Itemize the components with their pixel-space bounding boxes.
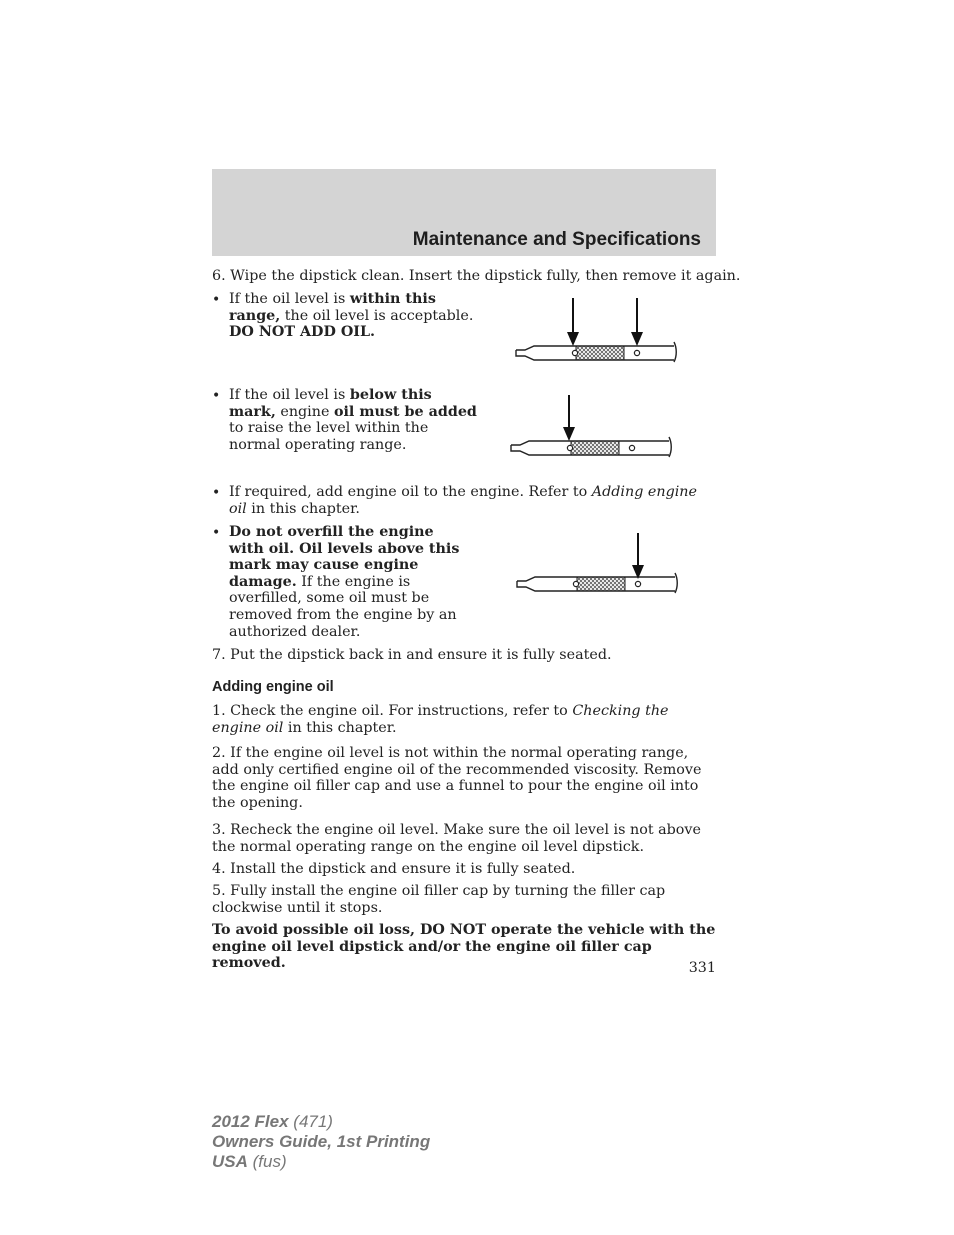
step-6: 6. Wipe the dipstick clean. Insert the dipstick fully, then remove it again.	[212, 268, 741, 284]
footer-line-3: USA (fus)	[212, 1152, 287, 1171]
footer-line-1: 2012 Flex (471)	[212, 1112, 333, 1131]
bullet-within-range: If the oil level is within this range, the oil level is acceptable. DO NOT ADD OIL.	[229, 291, 474, 341]
section-heading: Adding engine oil	[212, 679, 334, 695]
header-band	[212, 169, 716, 256]
bullet-do-not-overfill: Do not overfill the engine with oil. Oil levels above this mark may cause engine damage. If the engine is overfilled, some oil must be removed from the engine by an authorized dealer.	[229, 524, 460, 640]
adding-step-3: 3. Recheck the engine oil level. Make sure the oil level is not above the normal operating range on the engine oil level dipstick.	[212, 822, 701, 855]
warning-text: To avoid possible oil loss, DO NOT operate the vehicle with the engine oil level dipstick and/or the engine oil filler cap removed.	[212, 922, 716, 972]
dipstick-below-mark-illustration	[505, 393, 675, 463]
section-title: Maintenance and Specifications	[412, 229, 701, 250]
dipstick-overfill-illustration	[511, 531, 681, 601]
bullet-below-mark: If the oil level is below this mark, engine oil must be added to raise the level within the normal operating range.	[229, 387, 477, 453]
bullet-if-required: If required, add engine oil to the engine. Refer to Adding engine oil in this chapter.	[229, 484, 697, 517]
bullet-symbol: •	[212, 485, 221, 501]
step-7: 7. Put the dipstick back in and ensure it is fully seated.	[212, 647, 612, 663]
dipstick-within-range-illustration	[510, 296, 680, 366]
adding-step-5: 5. Fully install the engine oil filler cap by turning the filler cap clockwise until it stops.	[212, 883, 666, 916]
bullet-symbol: •	[212, 525, 221, 541]
page-number: 331	[688, 960, 716, 976]
adding-step-2: 2. If the engine oil level is not within the normal operating range, add only certified engine oil of the recommended viscosity. Remove the engine oil filler cap and use a funnel to pour the engine oil into the opening.	[212, 745, 702, 811]
adding-step-4: 4. Install the dipstick and ensure it is fully seated.	[212, 861, 576, 877]
adding-step-1: 1. Check the engine oil. For instructions, refer to Checking the engine oil in this chapter.	[212, 703, 669, 736]
footer-line-2: Owners Guide, 1st Printing	[212, 1132, 431, 1151]
bullet-symbol: •	[212, 292, 221, 308]
bullet-symbol: •	[212, 388, 221, 404]
footer-imprint	[212, 1112, 430, 1172]
